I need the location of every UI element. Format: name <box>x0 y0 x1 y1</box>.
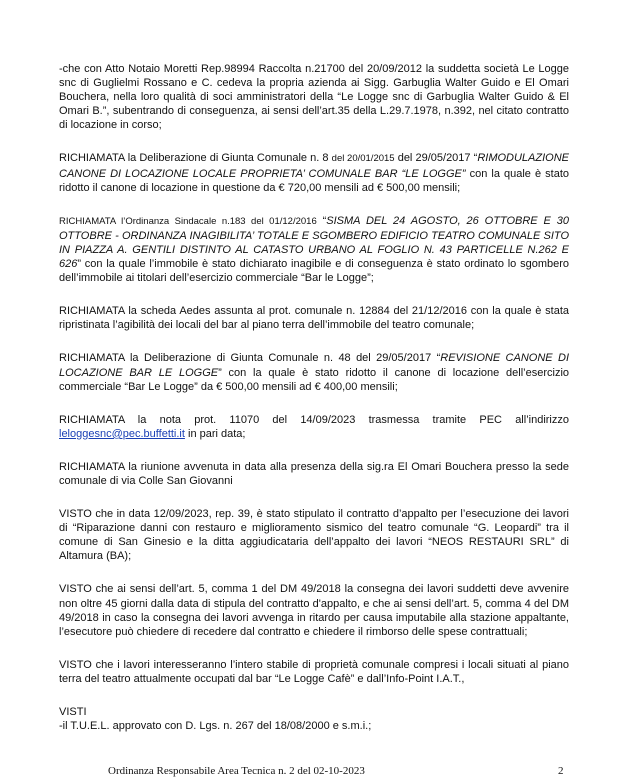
text-run: in pari data; <box>184 427 246 440</box>
text-run: VISTO che i lavori interesseranno l’intero stabile di proprietà comunale compresi i locali situati al piano terra del teatro attualmente occupati dal bar “Le Logge Cafè” e dall’Info-Point I.A.T., <box>59 658 569 685</box>
text-run: VISTO che in data 12/09/2023, rep. 39, è stato stipulato il contratto d’appalto per l’esecuzione dei lavori di “Riparazione danni con restauro e miglioramento sismico del teatro comunale “G. Leopardi” tra il comune di San Ginesio e la ditta aggiudicataria dell’appalto dei lavori “NEOS RESTAURI SRL” di Altamura (BA); <box>59 508 569 563</box>
paragraph-p6 <box>59 413 569 441</box>
paragraph-p10 <box>59 658 569 686</box>
text-run: SISMA DEL 24 AGOSTO, 26 OTTOBRE E 30 OTTOBRE - ORDINANZA INAGIBILITA’ TOTALE E SGOMBERO EDIFICIO TEATRO COMUNALE SITO IN PIAZZA A. GENTILI DISTINTO AL CATASTO URBANO AL FOGLIO N. 43 PARTICELLE N.262 E 626 <box>59 214 569 271</box>
text-run: -il T.U.E.L. approvato con D. Lgs. n. 267 del 18/08/2000 e s.m.i.; <box>59 720 372 733</box>
text-run: del 20/01/2015 <box>331 153 395 165</box>
paragraph-p9 <box>59 582 569 638</box>
paragraph-p8 <box>59 507 569 563</box>
text-run: RICHIAMATA l’Ordinanza Sindacale n.183 del 01/12/2016 <box>59 215 317 227</box>
document-body <box>59 62 569 752</box>
paragraph-p4 <box>59 304 569 332</box>
paragraph-p2 <box>59 151 569 194</box>
text-run: “ <box>316 214 327 227</box>
paragraph-p3 <box>59 214 569 285</box>
footer-ordinance-reference: Ordinanza Responsabile Area Tecnica n. 2 del 02-10-2023 <box>108 765 365 777</box>
text-run: del 29/05/2017 “ <box>394 152 478 165</box>
paragraph-p7 <box>59 460 569 488</box>
text-run: RICHIAMATA la Deliberazione di Giunta Comunale n. 48 del 29/05/2017 “ <box>59 352 441 365</box>
text-run: RICHIAMATA la scheda Aedes assunta al prot. comunale n. 12884 del 21/12/2016 con la quale è stata ripristinata l’agibilità dei locali del bar al piano terra dell’immobile del teatro comunale; <box>59 305 569 332</box>
text-run: REVISIONE CANONE DI LOCAZIONE BAR LE LOGGE <box>59 352 569 379</box>
paragraph-p5 <box>59 351 569 393</box>
text-run: RICHIAMATA la Deliberazione di Giunta Comunale n. 8 <box>59 152 332 165</box>
paragraph-p11 <box>59 705 569 733</box>
text-run: RICHIAMATA la riunione avvenuta in data alla presenza della sig.ra El Omari Bouchera presso la sede comunale di via Colle San Giovanni <box>59 460 569 487</box>
text-run: ” con la quale è stato ridotto il canone di locazione dell’esercizio commerciale “Bar Le Logge” da € 500,00 mensili ad € 400,00 mensili; <box>59 366 570 393</box>
pec-email-link[interactable]: leloggesnc@pec.buffetti.it <box>59 427 185 440</box>
text-run: RIMODULAZIONE CANONE DI LOCAZIONE LOCALE PROPRIETA’ COMUNALE BAR “LE LOGGE” <box>59 152 569 180</box>
text-run: -che con Atto Notaio Moretti Rep.98994 Raccolta n.21700 del 20/09/2012 la suddetta società Le Logge snc di Guglielmi Rossano e C. cedeva la propria azienda ai Sigg. Garbuglia Walter Guido e El Omari Bouchera, nella loro qualità di soci amministratori della “Le Logge snc di Garbuglia Walter Guido & El Omari B.”, subentrando di conseguenza, ai sensi dell’art.35 della L.29.7.1978, n.392, nel citato contratto di locazione in corso; <box>59 63 569 132</box>
text-run: con la quale è stato ridotto il canone di locazione in questione da € 720,00 mensili ad € 500,00 mensili; <box>59 167 569 194</box>
text-run: RICHIAMATA la nota prot. 11070 del 14/09/2023 trasmessa tramite PEC all’indirizzo <box>59 413 569 426</box>
text-run: VISTO che ai sensi dell’art. 5, comma 1 del DM 49/2018 la consegna dei lavori suddetti deve avvenire non oltre 45 giorni dalla data di stipula del contratto d'appalto, e che ai sensi dell’art. 5, comma 4 del DM 49/2018 in caso la consegna dei lavori avvenga in ritardo per causa imputabile alla stazione appaltante, l’esecutore può chiedere di recedere dal contratto e chiedere il rimborso delle spese contrattuali; <box>59 583 569 638</box>
text-run: VISTI <box>59 706 87 718</box>
text-run: ” con la quale l’immobile è stato dichiarato inagibile e di conseguenza è stato ordinato lo sgombero dell’immobile ai titolari dell’esercizio commerciale “Bar le Logge”; <box>59 258 569 285</box>
paragraph-p1 <box>59 62 569 132</box>
page-number: 2 <box>558 765 564 777</box>
